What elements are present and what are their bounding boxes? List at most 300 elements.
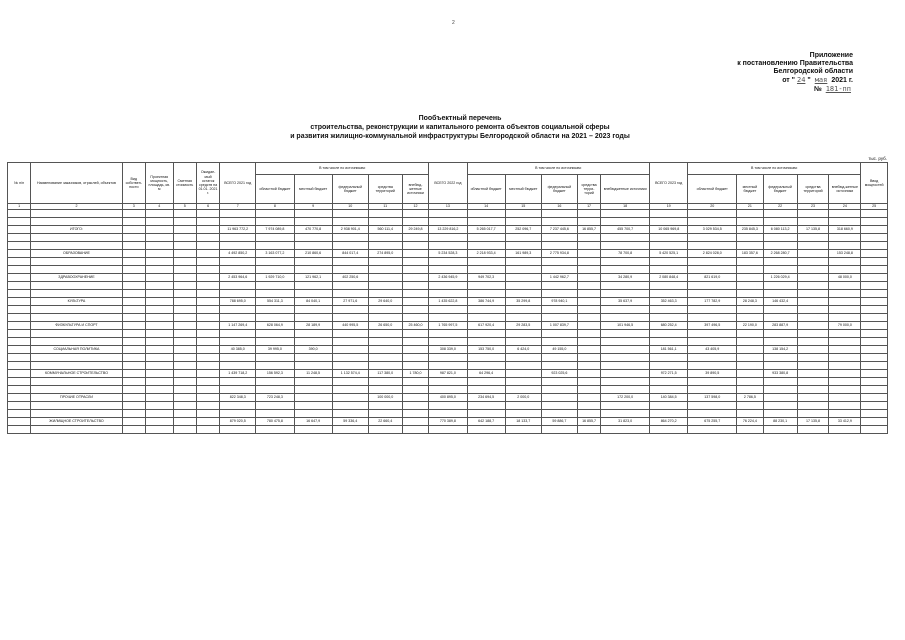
empty-cell (294, 210, 332, 218)
value-cell: 402 250,6 (332, 274, 368, 282)
empty-cell (601, 330, 650, 338)
value-cell: 308 339,0 (429, 346, 467, 354)
header-src-2021-regional: областной бюджет (256, 175, 294, 204)
empty-cell (797, 282, 829, 290)
empty-cell (402, 258, 429, 266)
empty-cell (737, 330, 764, 338)
empty-cell (829, 306, 861, 314)
table-row (8, 346, 888, 354)
empty-cell (173, 282, 196, 290)
empty-cell (256, 218, 294, 226)
empty-cell (196, 426, 219, 434)
empty-cell (505, 218, 541, 226)
empty-cell (122, 330, 145, 338)
value-cell: 1 226 029,4 (763, 274, 797, 282)
empty-cell (220, 354, 256, 362)
empty-cell (737, 258, 764, 266)
header-src-2022-territories: средства терри-торий (577, 175, 600, 204)
value-cell: 2 436 945,9 (429, 274, 467, 282)
empty-cell (467, 210, 505, 218)
empty-cell (861, 242, 888, 250)
empty-cell (196, 402, 219, 410)
value-cell: 177 782,9 (688, 298, 737, 306)
value-cell (402, 250, 429, 258)
empty-cell (294, 330, 332, 338)
value-cell: 1 147 269,4 (220, 322, 256, 330)
empty-cell (145, 274, 173, 282)
empty-cell (505, 378, 541, 386)
empty-cell (31, 242, 122, 250)
empty-cell (829, 338, 861, 346)
value-cell: 40 385,0 (220, 346, 256, 354)
header-src-2023-federal: федеральный бюджет (763, 175, 797, 204)
empty-cell (577, 306, 600, 314)
empty-cell (402, 314, 429, 322)
header-capacity: Проектная мощность, площадь, кв. м (145, 163, 173, 204)
empty-cell (763, 378, 797, 386)
value-cell (861, 418, 888, 426)
empty-cell (737, 234, 764, 242)
empty-cell (196, 274, 219, 282)
value-cell: 39 890,5 (688, 370, 737, 378)
column-number: 15 (505, 204, 541, 210)
value-cell: 675 255,7 (688, 418, 737, 426)
value-cell (797, 370, 829, 378)
column-number: 9 (294, 204, 332, 210)
empty-cell (541, 282, 577, 290)
value-cell: 156 592,3 (256, 370, 294, 378)
value-cell: 1 929 710,0 (256, 274, 294, 282)
column-number: 8 (256, 204, 294, 210)
empty-cell (196, 298, 219, 306)
empty-cell (505, 306, 541, 314)
value-cell: 987 821,0 (429, 370, 467, 378)
table-row (8, 394, 888, 402)
empty-cell (601, 362, 650, 370)
empty-cell (737, 402, 764, 410)
empty-cell (173, 418, 196, 426)
empty-cell (122, 274, 145, 282)
empty-cell (145, 322, 173, 330)
empty-cell (650, 242, 688, 250)
value-cell: 84 040,1 (294, 298, 332, 306)
value-cell: 16 647,9 (294, 418, 332, 426)
empty-cell (31, 330, 122, 338)
table-body (8, 210, 888, 434)
empty-cell (737, 210, 764, 218)
empty-cell (368, 282, 402, 290)
empty-cell (797, 338, 829, 346)
empty-cell (122, 210, 145, 218)
empty-cell (31, 386, 122, 394)
empty-cell (467, 410, 505, 418)
empty-cell (196, 386, 219, 394)
empty-cell (688, 410, 737, 418)
column-number: 24 (829, 204, 861, 210)
empty-cell (332, 210, 368, 218)
empty-cell (861, 330, 888, 338)
empty-cell (829, 378, 861, 386)
value-cell: 25 460,0 (402, 322, 429, 330)
value-cell: 31 823,0 (601, 418, 650, 426)
header-total-2021: ВСЕГО 2021 год (220, 163, 256, 204)
empty-cell (173, 362, 196, 370)
column-number: 10 (332, 204, 368, 210)
empty-cell (31, 210, 122, 218)
column-number: 4 (145, 204, 173, 210)
empty-cell (31, 402, 122, 410)
empty-cell (256, 402, 294, 410)
value-cell: 6 424,0 (505, 346, 541, 354)
value-cell: 879 020,5 (220, 418, 256, 426)
empty-cell (402, 282, 429, 290)
column-number: 14 (467, 204, 505, 210)
spacer-row (8, 258, 888, 266)
value-cell: 234 694,5 (467, 394, 505, 402)
row-name-cell: СОЦИАЛЬНАЯ ПОЛИТИКА (31, 346, 122, 354)
empty-cell (145, 282, 173, 290)
empty-cell (368, 234, 402, 242)
empty-cell (220, 290, 256, 298)
empty-cell (332, 314, 368, 322)
value-cell (577, 322, 600, 330)
empty-cell (294, 290, 332, 298)
value-cell: 161 989,3 (505, 250, 541, 258)
empty-cell (196, 242, 219, 250)
value-cell: 101 946,5 (601, 322, 650, 330)
spacer-row (8, 242, 888, 250)
empty-cell (368, 258, 402, 266)
empty-cell (601, 282, 650, 290)
value-cell: 235 845,3 (737, 226, 764, 234)
header-capacity-intro: Ввод мощностей (861, 163, 888, 204)
empty-cell (122, 370, 145, 378)
empty-cell (429, 242, 467, 250)
value-cell: 455 700,7 (601, 226, 650, 234)
empty-cell (368, 290, 402, 298)
empty-cell (467, 362, 505, 370)
empty-cell (797, 330, 829, 338)
column-number: 19 (650, 204, 688, 210)
empty-cell (256, 354, 294, 362)
empty-cell (332, 234, 368, 242)
appendix-date (653, 76, 853, 85)
empty-cell (256, 426, 294, 434)
empty-cell (122, 314, 145, 322)
empty-cell (368, 426, 402, 434)
empty-cell (8, 242, 31, 250)
header-src-2021-federal: федеральный бюджет (332, 175, 368, 204)
empty-cell (8, 250, 31, 258)
empty-cell (577, 410, 600, 418)
empty-cell (332, 378, 368, 386)
empty-cell (861, 338, 888, 346)
empty-cell (861, 290, 888, 298)
value-cell (829, 370, 861, 378)
empty-cell (122, 282, 145, 290)
value-cell (829, 394, 861, 402)
empty-cell (196, 370, 219, 378)
column-number: 13 (429, 204, 467, 210)
empty-cell (332, 290, 368, 298)
empty-cell (763, 266, 797, 274)
value-cell: 1 132 574,4 (332, 370, 368, 378)
empty-cell (220, 410, 256, 418)
empty-cell (173, 210, 196, 218)
empty-cell (332, 402, 368, 410)
value-cell: 972 271,5 (650, 370, 688, 378)
empty-cell (31, 314, 122, 322)
empty-cell (173, 218, 196, 226)
empty-cell (829, 362, 861, 370)
value-cell (402, 274, 429, 282)
empty-cell (650, 314, 688, 322)
empty-cell (429, 234, 467, 242)
column-number: 7 (220, 204, 256, 210)
value-cell: 2 000,0 (505, 394, 541, 402)
empty-cell (332, 258, 368, 266)
empty-cell (861, 210, 888, 218)
empty-cell (737, 354, 764, 362)
empty-cell (256, 242, 294, 250)
empty-cell (797, 242, 829, 250)
value-cell (861, 394, 888, 402)
empty-cell (541, 338, 577, 346)
empty-cell (829, 426, 861, 434)
empty-cell (601, 314, 650, 322)
value-cell (797, 394, 829, 402)
empty-cell (467, 306, 505, 314)
empty-cell (737, 306, 764, 314)
empty-cell (368, 402, 402, 410)
empty-cell (256, 290, 294, 298)
empty-cell (861, 378, 888, 386)
appendix-block (653, 52, 853, 94)
empty-cell (737, 338, 764, 346)
empty-cell (368, 330, 402, 338)
empty-cell (220, 242, 256, 250)
value-cell: 628 064,9 (256, 322, 294, 330)
empty-cell (122, 306, 145, 314)
empty-cell (31, 410, 122, 418)
row-name-cell: ИТОГО: (31, 226, 122, 234)
empty-cell (122, 394, 145, 402)
empty-cell (145, 418, 173, 426)
empty-cell (196, 410, 219, 418)
value-cell: 153 248,8 (829, 250, 861, 258)
value-cell: 100 000,0 (368, 394, 402, 402)
empty-cell (763, 258, 797, 266)
empty-cell (220, 306, 256, 314)
empty-cell (220, 338, 256, 346)
empty-cell (601, 290, 650, 298)
empty-cell (467, 426, 505, 434)
header-total-2022: ВСЕГО 2022 год (429, 163, 467, 204)
column-number: 1 (8, 204, 31, 210)
value-cell: 3 029 534,5 (688, 226, 737, 234)
empty-cell (220, 266, 256, 274)
value-cell: 33 412,9 (829, 418, 861, 426)
empty-cell (173, 266, 196, 274)
title-line-3: и развития жилищно-коммунальной инфраструктуры Белгородской области на 2021 – 2023 годы (290, 133, 630, 140)
empty-cell (429, 258, 467, 266)
empty-cell (173, 402, 196, 410)
empty-cell (650, 330, 688, 338)
empty-cell (256, 338, 294, 346)
empty-cell (196, 346, 219, 354)
empty-cell (173, 394, 196, 402)
empty-cell (173, 250, 196, 258)
empty-cell (196, 210, 219, 218)
empty-cell (173, 330, 196, 338)
value-cell: 16 855,7 (577, 418, 600, 426)
value-cell: 39 995,0 (256, 346, 294, 354)
empty-cell (467, 258, 505, 266)
empty-cell (541, 266, 577, 274)
empty-cell (145, 346, 173, 354)
empty-cell (763, 242, 797, 250)
value-cell: 11 248,5 (294, 370, 332, 378)
value-cell (829, 346, 861, 354)
value-cell: 252 096,7 (505, 226, 541, 234)
value-cell: 642 188,7 (467, 418, 505, 426)
title-line-1: Пообъектный перечень (418, 115, 502, 122)
value-cell: 183 357,6 (737, 250, 764, 258)
spacer-row (8, 330, 888, 338)
empty-cell (8, 226, 31, 234)
column-number: 21 (737, 204, 764, 210)
value-cell: 386 744,9 (467, 298, 505, 306)
empty-cell (601, 402, 650, 410)
empty-cell (256, 266, 294, 274)
empty-cell (577, 362, 600, 370)
value-cell (368, 346, 402, 354)
value-cell: 844 017,4 (332, 250, 368, 258)
units-label: тыс. руб. (868, 156, 887, 161)
empty-cell (8, 338, 31, 346)
empty-cell (541, 410, 577, 418)
empty-cell (505, 354, 541, 362)
empty-cell (688, 386, 737, 394)
empty-cell (541, 378, 577, 386)
empty-cell (220, 210, 256, 218)
value-cell: 923 025,6 (541, 370, 577, 378)
number-value: 181-пп (825, 85, 851, 93)
empty-cell (601, 234, 650, 242)
empty-cell (256, 210, 294, 218)
empty-cell (797, 386, 829, 394)
empty-cell (429, 386, 467, 394)
empty-cell (294, 218, 332, 226)
empty-cell (429, 306, 467, 314)
spacer-row (8, 410, 888, 418)
empty-cell (505, 210, 541, 218)
empty-cell (577, 386, 600, 394)
appendix-decree: к постановлению Правительства (737, 60, 853, 67)
value-cell: 117 380,0 (368, 370, 402, 378)
empty-cell (294, 386, 332, 394)
value-cell: 28 189,9 (294, 322, 332, 330)
value-cell: 137 598,0 (688, 394, 737, 402)
empty-cell (429, 402, 467, 410)
document-title (150, 114, 770, 141)
empty-cell (122, 338, 145, 346)
value-cell: 2 824 028,0 (688, 250, 737, 258)
header-ownership: Вид собствен-ности (122, 163, 145, 204)
value-cell (577, 298, 600, 306)
empty-cell (797, 306, 829, 314)
empty-cell (368, 218, 402, 226)
header-src-2022-federal: федеральный бюджет (541, 175, 577, 204)
row-name-cell: ОБРАЗОВАНИЕ (31, 250, 122, 258)
empty-cell (763, 314, 797, 322)
value-cell: 28 248,3 (737, 298, 764, 306)
value-cell (505, 274, 541, 282)
empty-cell (122, 346, 145, 354)
empty-cell (122, 410, 145, 418)
empty-cell (797, 234, 829, 242)
empty-cell (122, 258, 145, 266)
value-cell: 821 619,0 (688, 274, 737, 282)
empty-cell (294, 426, 332, 434)
column-number: 16 (541, 204, 577, 210)
value-cell: 121 962,1 (294, 274, 332, 282)
value-cell: 59 886,7 (541, 418, 577, 426)
empty-cell (402, 306, 429, 314)
empty-cell (467, 354, 505, 362)
empty-cell (797, 354, 829, 362)
empty-cell (294, 378, 332, 386)
empty-cell (173, 322, 196, 330)
header-sources-2022: В том числе по источникам: (467, 163, 650, 175)
empty-cell (797, 210, 829, 218)
empty-cell (541, 330, 577, 338)
header-estimate: Сметная стоимость (173, 163, 196, 204)
empty-cell (332, 362, 368, 370)
empty-cell (196, 394, 219, 402)
value-cell: 48 000,0 (829, 274, 861, 282)
value-cell: 770 389,8 (429, 418, 467, 426)
value-cell: 617 920,4 (467, 322, 505, 330)
empty-cell (173, 242, 196, 250)
value-cell (861, 250, 888, 258)
empty-cell (650, 338, 688, 346)
row-name-cell: ПРОЧИЕ ОТРАСЛИ (31, 394, 122, 402)
empty-cell (763, 362, 797, 370)
empty-cell (577, 290, 600, 298)
empty-cell (31, 378, 122, 386)
empty-cell (8, 314, 31, 322)
empty-cell (145, 426, 173, 434)
empty-cell (402, 234, 429, 242)
value-cell: 949 702,3 (467, 274, 505, 282)
value-cell: 13 229 816,2 (429, 226, 467, 234)
empty-cell (256, 282, 294, 290)
value-cell: 788 695,0 (220, 298, 256, 306)
value-cell: 76 224,4 (737, 418, 764, 426)
empty-cell (577, 234, 600, 242)
empty-cell (173, 410, 196, 418)
empty-cell (763, 218, 797, 226)
empty-cell (402, 386, 429, 394)
empty-cell (601, 242, 650, 250)
empty-cell (797, 362, 829, 370)
column-number: 25 (861, 204, 888, 210)
value-cell (763, 394, 797, 402)
empty-cell (122, 242, 145, 250)
header-src-2023-local: местный бюджет (737, 175, 764, 204)
empty-cell (368, 306, 402, 314)
